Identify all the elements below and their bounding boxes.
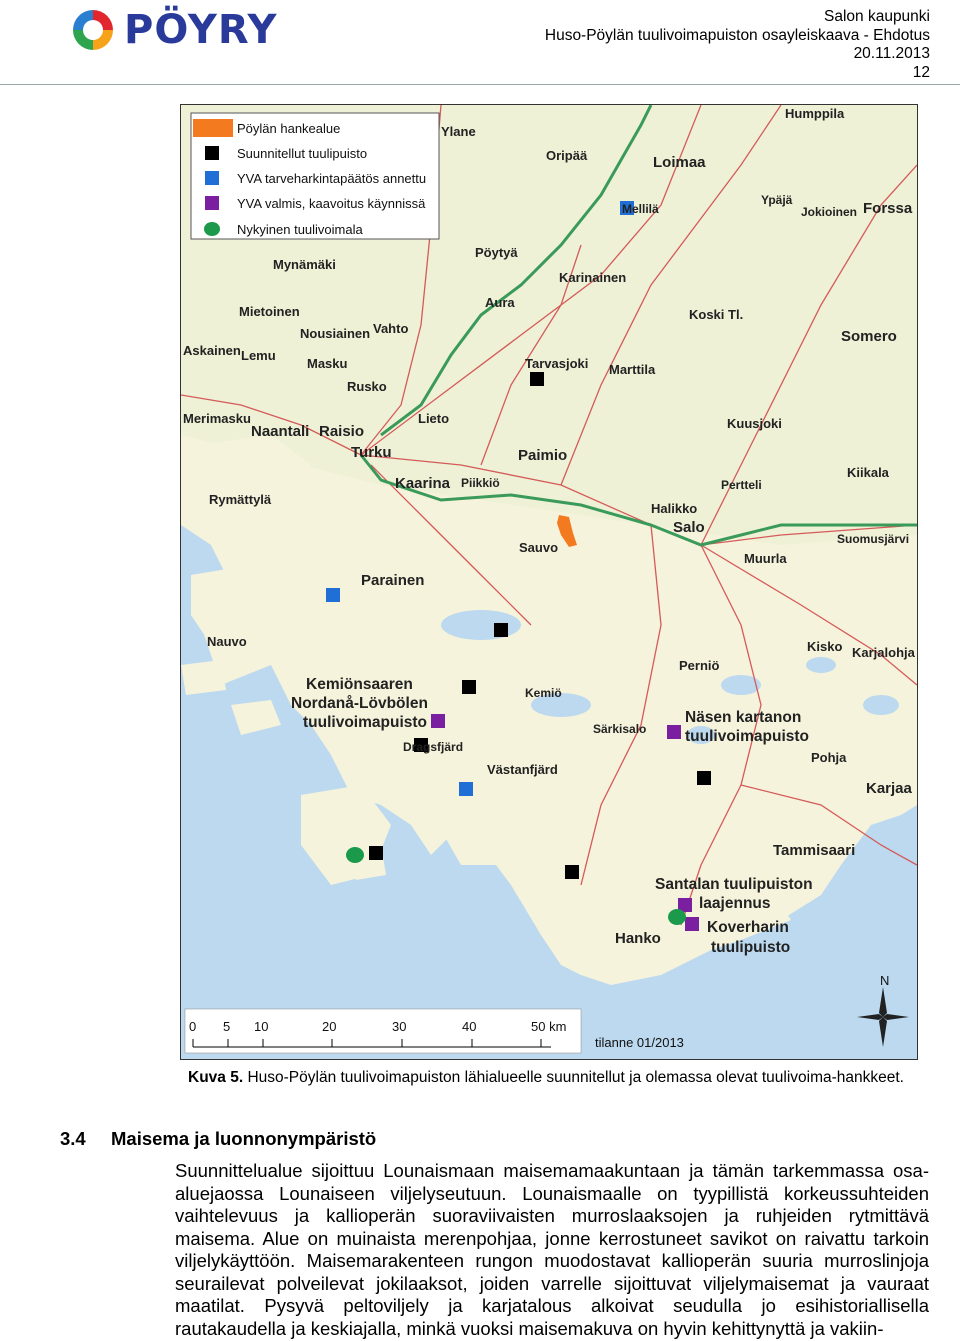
place-label: Jokioinen bbox=[801, 205, 858, 219]
place-label: Pertteli bbox=[721, 478, 762, 492]
place-label: Piikkiö bbox=[461, 476, 500, 490]
place-label: Paimio bbox=[518, 447, 568, 464]
place-label: Pöytyä bbox=[475, 245, 518, 260]
north-label: N bbox=[880, 973, 890, 988]
place-label: Hanko bbox=[615, 930, 661, 947]
header-client: Salon kaupunki bbox=[824, 8, 930, 25]
place-label: Koski Tl. bbox=[689, 307, 744, 322]
map-status-date: tilanne 01/2013 bbox=[595, 1035, 684, 1050]
legend-label: Pöylän hankealue bbox=[237, 121, 341, 136]
place-label: Mietoinen bbox=[239, 304, 300, 319]
figure-caption bbox=[188, 1068, 910, 1087]
place-label: Naantali bbox=[251, 423, 310, 440]
planned-marker bbox=[369, 846, 383, 860]
yva-decision-marker bbox=[459, 782, 473, 796]
planned-marker bbox=[462, 680, 476, 694]
place-label: Dragsfjärd bbox=[403, 740, 464, 754]
place-label: Ypäjä bbox=[761, 193, 793, 207]
existing-turbine-marker bbox=[346, 847, 364, 863]
place-label: Turku bbox=[351, 444, 392, 461]
legend-label: YVA tarveharkintapäätös annettu bbox=[237, 171, 427, 186]
place-label: Kaarina bbox=[395, 475, 451, 492]
place-label: Karjalohja bbox=[852, 645, 915, 660]
place-label: Tammisaari bbox=[773, 842, 856, 859]
yva-complete-marker bbox=[431, 714, 445, 728]
legend-swatch-yva-complete bbox=[205, 196, 219, 210]
section-number: 3.4 bbox=[60, 1128, 86, 1149]
place-label: Perniö bbox=[679, 658, 720, 673]
place-label: Forssa bbox=[863, 200, 913, 217]
place-label: Pohja bbox=[811, 750, 847, 765]
place-label: Kiikala bbox=[847, 465, 889, 480]
section-body: Suunnittelualue sijoittuu Lounaismaan maisemamaakuntaan ja tämän tarkemmassa osa-aluejaossa Lounaiseen viljelyseutuun. Lounaismaalle on tyypillistä korkeussuhteiden vaihtelevuus ja kallioperän suoraviivaisten murroslaaksojen ja ruhjeiden rytmittävä maisema. Alue on muinaista merenpohjaa, jonne kerrostuneet savikot on raivattu tarkoin viljelykäyttöön. Maisemarakenteen rungon muodostavat kallioperän suuria murroslinjoja seurailevat polveilevat jokilaaksot, joiden varrelle sijoittuvat viljelymaisemat ja vauraat maatilat. Pysyvä peltoviljely ja karjatalous alkoivat seudulla jo esihistoriallisella rautakaudella ja keskiajalla, minkä vuoksi maisemakuva on hyvin kehittynyttä ja vakiin- bbox=[175, 1160, 929, 1339]
place-label: Askainen bbox=[183, 343, 241, 358]
place-label: Nordanå-Lövbölen bbox=[291, 695, 428, 712]
header-date: 20.11.2013 bbox=[853, 45, 930, 62]
poyry-logo bbox=[70, 6, 277, 54]
page-header bbox=[0, 0, 960, 86]
place-label: Kuusjoki bbox=[727, 416, 782, 431]
place-label: Vahto bbox=[373, 321, 409, 336]
section-heading bbox=[60, 1128, 376, 1150]
logo-text: PÖYRY bbox=[124, 7, 278, 53]
header-page-number: 12 bbox=[912, 63, 930, 81]
place-label: tuulipuisto bbox=[711, 939, 791, 956]
place-label: Humppila bbox=[785, 106, 845, 121]
place-label: Masku bbox=[307, 356, 348, 371]
legend-label: Suunnitellut tuulipuisto bbox=[237, 146, 368, 161]
place-label: Salo bbox=[673, 519, 705, 536]
caption-text: Huso-Pöylän tuulivoimapuiston lähialueelle suunnitellut ja olemassa olevat tuulivoima-hankkeet. bbox=[247, 1069, 904, 1086]
place-label: laajennus bbox=[699, 895, 771, 912]
planned-marker bbox=[494, 623, 508, 637]
map-legend bbox=[191, 113, 439, 239]
place-label: Nousiainen bbox=[300, 326, 371, 341]
legend-swatch-yva-decision bbox=[205, 171, 219, 185]
map-svg bbox=[181, 105, 917, 1059]
place-label: tuulivoimapuisto bbox=[685, 728, 809, 745]
place-label: Tarvasjoki bbox=[525, 356, 589, 371]
scale-label: 20 bbox=[322, 1019, 337, 1034]
place-label: Kisko bbox=[807, 639, 843, 654]
place-label: Näsen kartanon bbox=[685, 709, 802, 726]
poyry-logo-icon bbox=[70, 7, 116, 53]
scale-label: 40 bbox=[462, 1019, 477, 1034]
north-arrow-icon bbox=[857, 973, 909, 1047]
yva-complete-marker bbox=[667, 725, 681, 739]
place-label: Somero bbox=[841, 328, 897, 345]
header-divider bbox=[0, 84, 960, 85]
scale-label: 30 bbox=[392, 1019, 407, 1034]
yva-decision-marker bbox=[326, 588, 340, 602]
place-label: Merimasku bbox=[183, 411, 251, 426]
place-label: Lemu bbox=[241, 348, 276, 363]
place-label: Karjaa bbox=[866, 780, 912, 797]
scale-label: 5 bbox=[223, 1019, 231, 1034]
place-label: Kemiönsaaren bbox=[306, 676, 413, 693]
planned-marker bbox=[565, 865, 579, 879]
place-label: Karinainen bbox=[559, 270, 627, 285]
caption-prefix: Kuva 5. bbox=[188, 1069, 244, 1086]
place-label: Nauvo bbox=[207, 634, 247, 649]
place-label: Rusko bbox=[347, 379, 387, 394]
place-label: tuulivoimapuisto bbox=[303, 714, 427, 731]
place-label: Parainen bbox=[361, 572, 425, 589]
place-label: Loimaa bbox=[653, 154, 706, 171]
header-info bbox=[545, 8, 930, 82]
planned-marker bbox=[530, 372, 544, 386]
place-label: Koverharin bbox=[707, 919, 789, 936]
place-label: Rymättylä bbox=[209, 492, 272, 507]
planned-marker bbox=[697, 771, 711, 785]
map-figure bbox=[180, 104, 918, 1060]
place-label: Santalan tuulipuiston bbox=[655, 876, 813, 893]
place-label: Lieto bbox=[418, 411, 450, 426]
place-label: Suomusjärvi bbox=[837, 532, 910, 546]
scale-label: 50 km bbox=[531, 1019, 567, 1034]
place-label: Västanfjärd bbox=[487, 762, 558, 777]
place-label: Halikko bbox=[651, 501, 698, 516]
place-label: Ylane bbox=[441, 124, 476, 139]
legend-label: YVA valmis, kaavoitus käynnissä bbox=[237, 196, 426, 211]
place-label: Kemiö bbox=[525, 686, 562, 700]
legend-label: Nykyinen tuulivoimala bbox=[237, 222, 363, 237]
place-label: Mynämäki bbox=[273, 257, 336, 272]
header-document: Huso-Pöylän tuulivoimapuiston osayleiskaava - Ehdotus bbox=[544, 26, 930, 44]
place-label: Marttila bbox=[609, 362, 656, 377]
place-label: Raisio bbox=[319, 423, 365, 440]
scale-bar bbox=[185, 1009, 581, 1053]
existing-turbine-marker bbox=[668, 909, 686, 925]
legend-swatch-planned bbox=[205, 146, 219, 160]
place-label: Oripää bbox=[546, 148, 588, 163]
legend-swatch-existing bbox=[204, 222, 220, 236]
scale-label: 0 bbox=[189, 1019, 197, 1034]
place-label: Mellilä bbox=[622, 202, 659, 216]
scale-label: 10 bbox=[254, 1019, 269, 1034]
legend-swatch-project-area bbox=[193, 119, 233, 137]
place-label: Sauvo bbox=[519, 540, 559, 555]
place-label: Aura bbox=[485, 295, 515, 310]
section-title: Maisema ja luonnonympäristö bbox=[111, 1128, 377, 1149]
place-label: Särkisalo bbox=[593, 722, 647, 736]
place-label: Muurla bbox=[744, 551, 787, 566]
yva-complete-marker bbox=[685, 917, 699, 931]
